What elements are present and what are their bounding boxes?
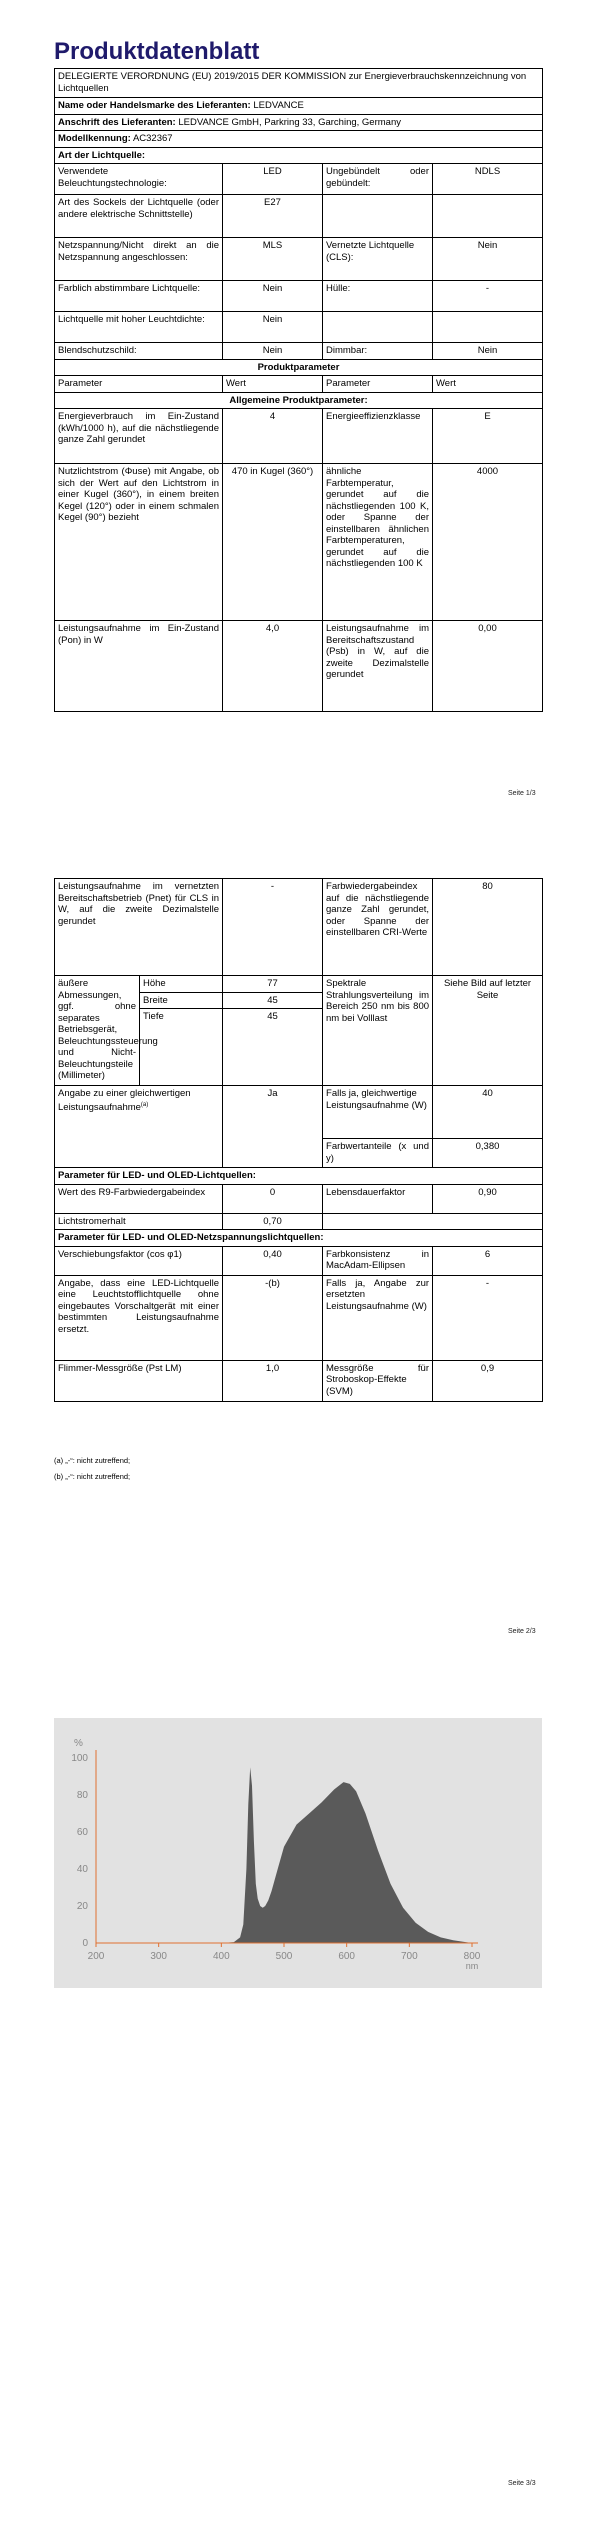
param-value: Siehe Bild auf letzter Seite xyxy=(433,976,543,1086)
param-value: Nein xyxy=(223,343,323,360)
col-header-param: Parameter xyxy=(55,376,223,393)
type-row xyxy=(55,281,543,312)
param-value: Nein xyxy=(433,238,543,281)
param-label: Blendschutzschild: xyxy=(55,343,223,360)
param-label: Farbwertanteile (x und y) xyxy=(323,1139,433,1168)
dim-name: Höhe xyxy=(140,976,223,993)
model-id: AC32367 xyxy=(132,133,173,144)
dim-value: 77 xyxy=(223,976,323,993)
param-label: Energieeffizienzklasse xyxy=(323,409,433,464)
param-row xyxy=(55,1246,543,1275)
equiv-label-text: Angabe zu einer gleichwertigen Leistungsaufnahme xyxy=(58,1088,191,1113)
page-number: Seite 3/3 xyxy=(508,2480,536,2487)
param-label: Farblich abstimmbare Lichtquelle: xyxy=(55,281,223,312)
datasheet-table-page1 xyxy=(54,68,543,712)
type-row xyxy=(55,312,543,343)
x-tick-label: 700 xyxy=(400,1951,418,1962)
dim-value: 45 xyxy=(223,992,323,1009)
param-value: - xyxy=(433,281,543,312)
supplier-address: LEDVANCE GmbH, Parkring 33, Garching, Germany xyxy=(178,116,401,128)
param-row xyxy=(55,1184,543,1213)
x-tick-label: 300 xyxy=(150,1951,168,1962)
general-row xyxy=(55,464,543,621)
param-value: MLS xyxy=(223,238,323,281)
param-label: Leistungsaufnahme im Bereitschaftszustand (Psb) in W, auf die zweite Dezimalstelle gerundet xyxy=(323,621,433,712)
x-tick-label: 200 xyxy=(87,1951,105,1962)
x-tick-label: 500 xyxy=(275,1951,293,1962)
param-label: Farbkonsistenz in MacAdam-Ellipsen xyxy=(323,1246,433,1275)
param-row xyxy=(55,1213,543,1230)
param-label: Energieverbrauch im Ein-Zustand (kWh/1000 h), auf die nächstliegende ganze Zahl gerundet xyxy=(55,409,223,464)
type-row xyxy=(55,238,543,281)
param-value: Nein xyxy=(223,312,323,343)
param-label: Vernetzte Lichtquelle (CLS): xyxy=(323,238,433,281)
supplier-address-row xyxy=(55,114,543,131)
datasheet-table-page2 xyxy=(54,878,543,1402)
param-label: Wert des R9-Farbwiedergabeindex xyxy=(55,1184,223,1213)
param-label: Flimmer-Messgröße (Pst LM) xyxy=(55,1360,223,1401)
param-value: 0,9 xyxy=(433,1360,543,1401)
param-value: Nein xyxy=(433,343,543,360)
param-label: Angabe, dass eine LED-Lichtquelle eine Leuchtstofflichtquelle ohne eingebautes Vorschaltgerät mit einer bestimmten Leistungsaufnahme ersetzt. xyxy=(55,1275,223,1360)
general-row xyxy=(55,409,543,464)
spectrum-area xyxy=(221,1767,472,1943)
param-label: Hülle: xyxy=(323,281,433,312)
param-value: 0,00 xyxy=(433,621,543,712)
param-label: Verschiebungsfaktor (cos φ1) xyxy=(55,1246,223,1275)
y-tick-label: 0 xyxy=(82,1938,88,1949)
page-number: Seite 2/3 xyxy=(508,1628,536,1635)
footnote-b: (b) „-“: nicht zutreffend; xyxy=(54,1472,131,1481)
param-label: Art des Sockels der Lichtquelle (oder andere elektrische Schnittstelle) xyxy=(55,195,223,238)
param-value: 4 xyxy=(223,409,323,464)
y-tick-label: 40 xyxy=(76,1864,88,1875)
col-header-value: Wert xyxy=(433,376,543,393)
param-label: Leistungsaufnahme im Ein-Zustand (Pon) in W xyxy=(55,621,223,712)
param-label: äußere Abmessungen, ggf. ohne separates Betriebsgerät, Beleuchtungssteuerung und Nicht-Beleuchtungsteile (Millimeter) xyxy=(55,976,140,1086)
supplier-address-label: Anschrift des Lieferanten: xyxy=(58,116,176,128)
param-label: Ungebündelt oder gebündelt: xyxy=(323,164,433,195)
param-label xyxy=(323,312,433,343)
param-value: - xyxy=(223,879,323,976)
x-tick-label: 600 xyxy=(338,1951,356,1962)
param-label: Lichtquelle mit hoher Leuchtdichte: xyxy=(55,312,223,343)
supplier-name-label: Name oder Handelsmarke des Lieferanten: xyxy=(58,100,251,111)
param-label: Farbwiedergabeindex auf die nächstliegende ganze Zahl gerundet, oder Spanne der einstellbaren CRI-Werte xyxy=(323,879,433,976)
param-value: 0,380 xyxy=(433,1139,543,1168)
param-value: NDLS xyxy=(433,164,543,195)
param-value: Ja xyxy=(223,1086,323,1168)
param-value xyxy=(433,195,543,238)
param-value: 4,0 xyxy=(223,621,323,712)
type-row xyxy=(55,164,543,195)
param-value: 4000 xyxy=(433,464,543,621)
dim-name: Tiefe xyxy=(140,1009,223,1086)
param-label: Angabe zu einer gleichwertigen Leistungsaufnahme$^{(a)}$ xyxy=(55,1086,223,1168)
regulation-text: DELEGIERTE VERORDNUNG (EU) 2019/2015 DER KOMMISSION zur Energieverbrauchskennzeichnung von Lichtquellen xyxy=(55,69,543,98)
page-number: Seite 1/3 xyxy=(508,790,536,797)
param-value: 0,90 xyxy=(433,1184,543,1213)
mains-params-heading: Parameter für LED- und OLED-Netzspannungslichtquellen: xyxy=(55,1230,543,1247)
param-row xyxy=(55,1275,543,1360)
param-row xyxy=(55,879,543,976)
type-row xyxy=(55,343,543,360)
param-label: Falls ja, gleichwertige Leistungsaufnahme (W) xyxy=(323,1086,433,1139)
supplier-name-row xyxy=(55,98,543,115)
param-label: Nutzlichtstrom (Φuse) mit Angabe, ob sich der Wert auf den Lichtstrom in einer Kugel (360°), in einem breiten Kegel (120°) oder in einem schmalen Kegel (90°) bezieht xyxy=(55,464,223,621)
y-tick-label: 80 xyxy=(76,1790,88,1801)
model-row xyxy=(55,131,543,148)
param-label: Lichtstromerhalt xyxy=(55,1213,223,1230)
param-label xyxy=(323,195,433,238)
param-value xyxy=(433,312,543,343)
y-tick-label: 100 xyxy=(71,1753,88,1764)
model-label: Modellkennung: xyxy=(58,133,131,144)
param-value: 0,70 xyxy=(223,1213,323,1230)
supplier-name: LEDVANCE xyxy=(253,100,304,111)
param-label: Dimmbar: xyxy=(323,343,433,360)
param-value: E27 xyxy=(223,195,323,238)
param-value: - xyxy=(433,1275,543,1360)
x-tick-label: 800 xyxy=(463,1951,481,1962)
empty-cell xyxy=(323,1213,543,1230)
param-row xyxy=(55,1086,543,1139)
param-value: 1,0 xyxy=(223,1360,323,1401)
x-axis-label: nm xyxy=(465,1961,479,1971)
spectrum-chart xyxy=(54,1718,542,1988)
param-value: 0 xyxy=(223,1184,323,1213)
param-value: 470 in Kugel (360°) xyxy=(223,464,323,621)
spectrum-svg xyxy=(54,1718,542,1988)
type-row xyxy=(55,195,543,238)
footnote-a: (a) „-“: nicht zutreffend; xyxy=(54,1456,131,1465)
param-label: Netzspannung/Nicht direkt an die Netzspannung angeschlossen: xyxy=(55,238,223,281)
product-params-heading: Produktparameter xyxy=(55,359,543,376)
light-source-type-heading: Art der Lichtquelle: xyxy=(55,147,543,164)
general-params-heading: Allgemeine Produktparameter: xyxy=(55,392,543,409)
y-tick-label: 60 xyxy=(76,1827,88,1838)
param-value: 40 xyxy=(433,1086,543,1139)
param-value: 80 xyxy=(433,879,543,976)
col-header-param: Parameter xyxy=(323,376,433,393)
column-header-row xyxy=(55,376,543,393)
param-value: -(b) xyxy=(223,1275,323,1360)
general-row xyxy=(55,621,543,712)
param-label: Verwendete Beleuchtungstechnologie: xyxy=(55,164,223,195)
param-value: Nein xyxy=(223,281,323,312)
y-axis-label: % xyxy=(74,1738,83,1749)
dim-name: Breite xyxy=(140,992,223,1009)
page-title: Produktdatenblatt xyxy=(54,38,260,65)
param-value: 0,40 xyxy=(223,1246,323,1275)
col-header-value: Wert xyxy=(223,376,323,393)
param-label: Messgröße für Stroboskop-Effekte (SVM) xyxy=(323,1360,433,1401)
param-label: ähnliche Farbtemperatur, gerundet auf die nächstliegenden 100 K, oder Spanne der einstellbaren ähnlichen Farbtemperaturen, gerundet auf die nächstliegenden 100 K xyxy=(323,464,433,621)
x-tick-label: 400 xyxy=(212,1951,230,1962)
param-value: LED xyxy=(223,164,323,195)
dim-value: 45 xyxy=(223,1009,323,1086)
dimensions-row xyxy=(55,976,543,993)
param-label: Spektrale Strahlungsverteilung im Bereich 250 nm bis 800 nm bei Volllast xyxy=(323,976,433,1086)
param-value: E xyxy=(433,409,543,464)
param-row xyxy=(55,1360,543,1401)
param-label: Falls ja, Angabe zur ersetzten Leistungsaufnahme (W) xyxy=(323,1275,433,1360)
param-label: Leistungsaufnahme im vernetzten Bereitschaftsbetrieb (Pnet) für CLS in W, auf die zweite Dezimalstelle gerundet xyxy=(55,879,223,976)
y-tick-label: 20 xyxy=(76,1901,88,1912)
param-label: Lebensdauerfaktor xyxy=(323,1184,433,1213)
led-params-heading: Parameter für LED- und OLED-Lichtquellen: xyxy=(55,1168,543,1185)
param-value: 6 xyxy=(433,1246,543,1275)
